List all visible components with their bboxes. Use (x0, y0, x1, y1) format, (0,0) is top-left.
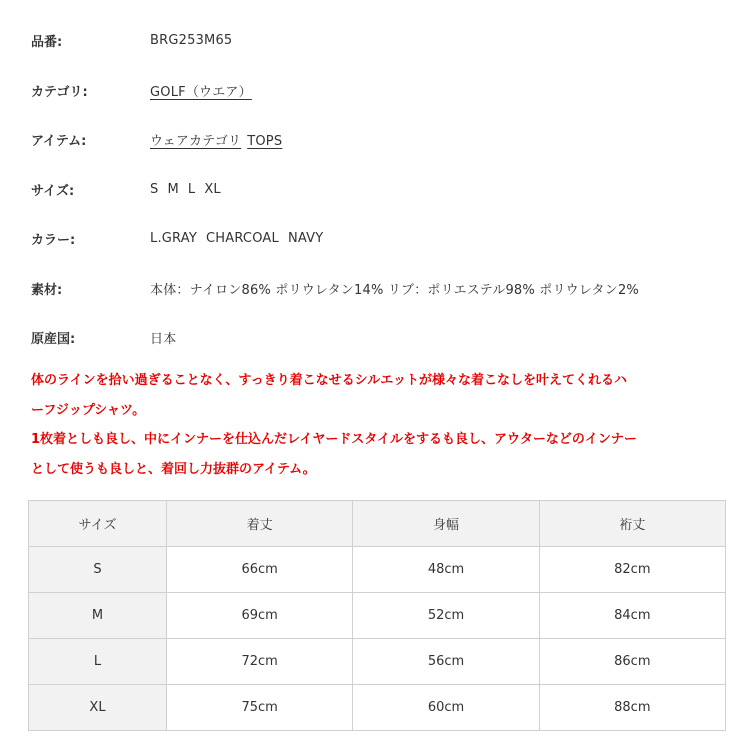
spec-row-size (31, 165, 731, 215)
sleeve-cell: 86cm (539, 639, 725, 685)
sleeve-cell: 82cm (539, 547, 725, 593)
category-link-golf[interactable]: GOLF（ウエア） (150, 84, 252, 100)
spec-row-color (31, 214, 731, 264)
size-option-s: S (150, 181, 159, 197)
item-value (150, 130, 282, 149)
width-cell: 48cm (353, 547, 539, 593)
table-row (29, 639, 726, 685)
product-number-value: BRG253M65 (150, 33, 233, 49)
size-cell: L (29, 639, 167, 685)
item-link-wear-category[interactable]: ウェアカテゴリ (150, 134, 242, 150)
description-line: 体のラインを拾い過ぎることなく、すっきり着こなせるシルエットが様々な着こなしを叶えてくれるハ (31, 373, 627, 388)
description-line: として使うも良しと、着回し力抜群のアイテム。 (31, 461, 316, 477)
header-width: 身幅 (353, 501, 539, 547)
description-line: 1枚着としも良し、中にインナーを仕込んだレイヤードスタイルをするも良し、アウターなどのインナー (31, 432, 637, 447)
category-value (150, 81, 252, 100)
width-cell: 56cm (353, 639, 539, 685)
spec-row-material (31, 264, 731, 314)
length-cell: 66cm (167, 547, 353, 593)
color-option-lgray: L.GRAY (150, 231, 197, 247)
spec-label: サイズ: (31, 183, 75, 199)
sleeve-cell: 88cm (539, 685, 725, 731)
sleeve-cell: 84cm (539, 593, 725, 639)
color-option-navy: NAVY (287, 231, 324, 247)
spec-label: カテゴリ: (31, 84, 88, 100)
width-cell: 52cm (353, 593, 539, 639)
header-sleeve: 裄丈 (539, 501, 725, 547)
spec-row-product-number (31, 16, 731, 66)
width-cell: 60cm (353, 685, 539, 731)
size-option-xl: XL (204, 181, 221, 197)
color-value (150, 231, 323, 246)
spec-label: 品番: (31, 35, 63, 51)
description-line: ーフジップシャツ。 (31, 402, 146, 418)
size-chart-table (28, 500, 726, 731)
length-cell: 75cm (167, 685, 353, 731)
product-spec-list (31, 16, 731, 363)
length-cell: 72cm (167, 639, 353, 685)
spec-row-origin (31, 313, 731, 363)
color-option-charcoal: CHARCOAL (205, 231, 279, 247)
spec-row-category (31, 66, 731, 116)
size-cell: M (29, 593, 167, 639)
origin-value: 日本 (150, 332, 177, 348)
table-row (29, 593, 726, 639)
size-value (150, 182, 221, 197)
table-header-row (29, 501, 726, 547)
size-option-m: M (167, 181, 179, 197)
material-value: 本体：ナイロン86% ポリウレタン14% リブ：ポリエステル98% ポリウレタン2% (150, 282, 639, 298)
table-row (29, 547, 726, 593)
spec-label: カラー: (31, 233, 76, 249)
table-row (29, 685, 726, 731)
header-length: 着丈 (167, 501, 353, 547)
header-size: サイズ (29, 501, 167, 547)
spec-label: 素材: (31, 282, 63, 298)
size-cell: S (29, 547, 167, 593)
length-cell: 69cm (167, 593, 353, 639)
spec-label: 原産国: (31, 332, 76, 348)
product-description (31, 366, 731, 484)
size-option-l: L (187, 181, 196, 197)
spec-row-item (31, 115, 731, 165)
item-link-tops[interactable]: TOPS (247, 134, 283, 150)
spec-label: アイテム: (31, 134, 87, 150)
size-cell: XL (29, 685, 167, 731)
